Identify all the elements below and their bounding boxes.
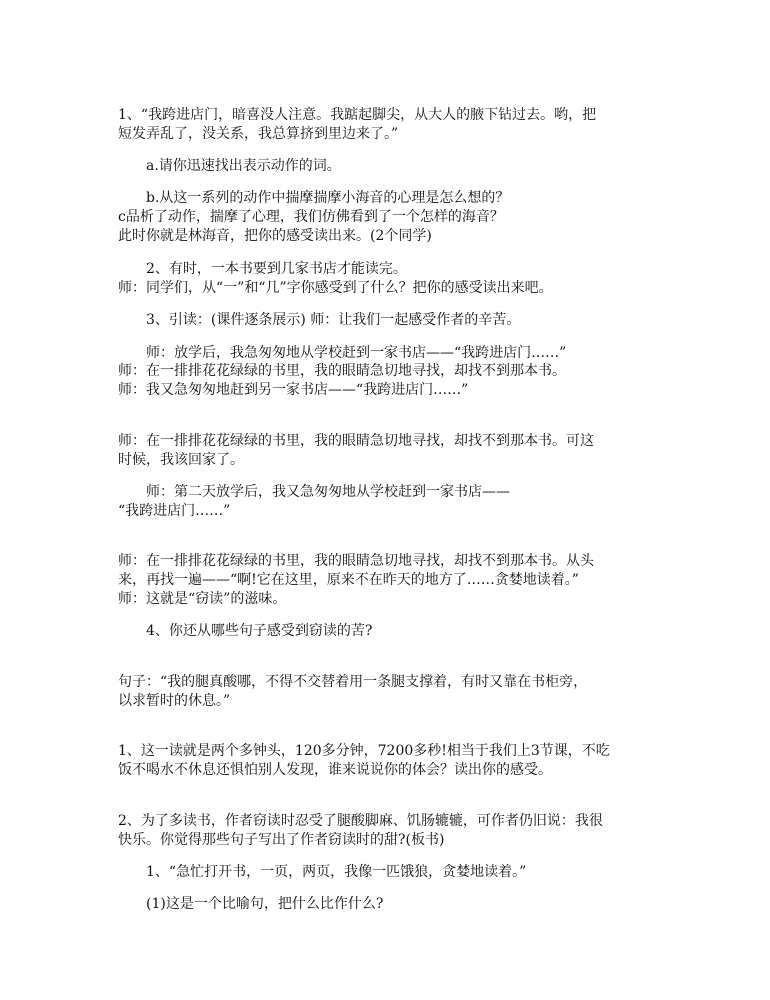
text-line: 师：在一排排花花绿绿的书里，我的眼睛急切地寻找，却找不到那本书。可这 xyxy=(118,433,594,449)
text-line: b.从这一系列的动作中揣摩揣摩小海音的心理是怎么想的？ xyxy=(146,190,510,206)
text-line: 1、这一读就是两个多钟头，120多分钟，7200多秒!相当于我们上3节课，不吃 xyxy=(118,743,610,759)
text-line: 师：这就是“窃读”的滋味。 xyxy=(118,591,287,607)
text-line: 师：在一排排花花绿绿的书里，我的眼睛急切地寻找，却找不到那本书。 xyxy=(118,363,566,379)
text-line: 师：我又急匆匆地赶到另一家书店——“我跨进店门……” xyxy=(118,382,469,398)
text-line: 1、“我跨进店门，暗喜没人注意。我踮起脚尖，从大人的腋下钻过去。哟，把 xyxy=(118,107,597,123)
text-line: 短发弄乱了，没关系，我总算挤到里边来了。” xyxy=(118,126,399,142)
text-line: 2、有时，一本书要到几家书店才能读完。 xyxy=(146,261,407,277)
text-line: 1、“急忙打开书，一页，两页，我像一匹饿狼，贪婪地读着。” xyxy=(146,864,527,880)
text-line: 4、你还从哪些句子感受到窃读的苦? xyxy=(146,623,373,639)
text-line: 2、为了多读书，作者窃读时忍受了腿酸脚麻、饥肠辘辘，可作者仍旧说：我很 xyxy=(118,813,603,829)
text-line: c品析了动作，揣摩了心理，我们仿佛看到了一个怎样的海音？ xyxy=(118,209,504,225)
text-line: 师：放学后，我急匆匆地从学校赶到一家书店——“我跨进店门……” xyxy=(146,345,567,361)
text-line: 来，再找一遍——“啊!它在这里，原来不在昨天的地方了……贪婪地读着。” xyxy=(118,572,579,588)
text-line: 3、引读：(课件逐条展示) 师：让我们一起感受作者的辛苦。 xyxy=(146,312,521,328)
text-line: (1)这是一个比喻句，把什么比作什么? xyxy=(146,896,384,912)
text-line: a.请你迅速找出表示动作的词。 xyxy=(146,158,341,174)
text-line: 时候，我该回家了。 xyxy=(118,452,244,468)
text-line: 句子：“我的腿真酸哪，不得不交替着用一条腿支撑着，有时又靠在书柜旁， xyxy=(118,674,588,690)
text-line: 快乐。你觉得那些句子写出了作者窃读时的甜?(板书) xyxy=(118,832,445,848)
text-line: 饭不喝水不休息还惧怕别人发现，谁来说说你的体会？读出你的感受。 xyxy=(118,762,552,778)
text-line: 师：在一排排花花绿绿的书里，我的眼睛急切地寻找，却找不到那本书。从头 xyxy=(118,553,594,569)
text-line: 此时你就是林海音，把你的感受读出来。(2个同学) xyxy=(118,228,432,244)
text-line: 师：第二天放学后，我又急匆匆地从学校赶到一家书店—— xyxy=(146,484,510,500)
text-line: 以求暂时的休息。” xyxy=(118,693,231,709)
text-line: 师：同学们，从“一”和“几”字你感受到了什么？把你的感受读出来吧。 xyxy=(118,280,553,296)
text-line: “我跨进店门……” xyxy=(118,503,231,519)
